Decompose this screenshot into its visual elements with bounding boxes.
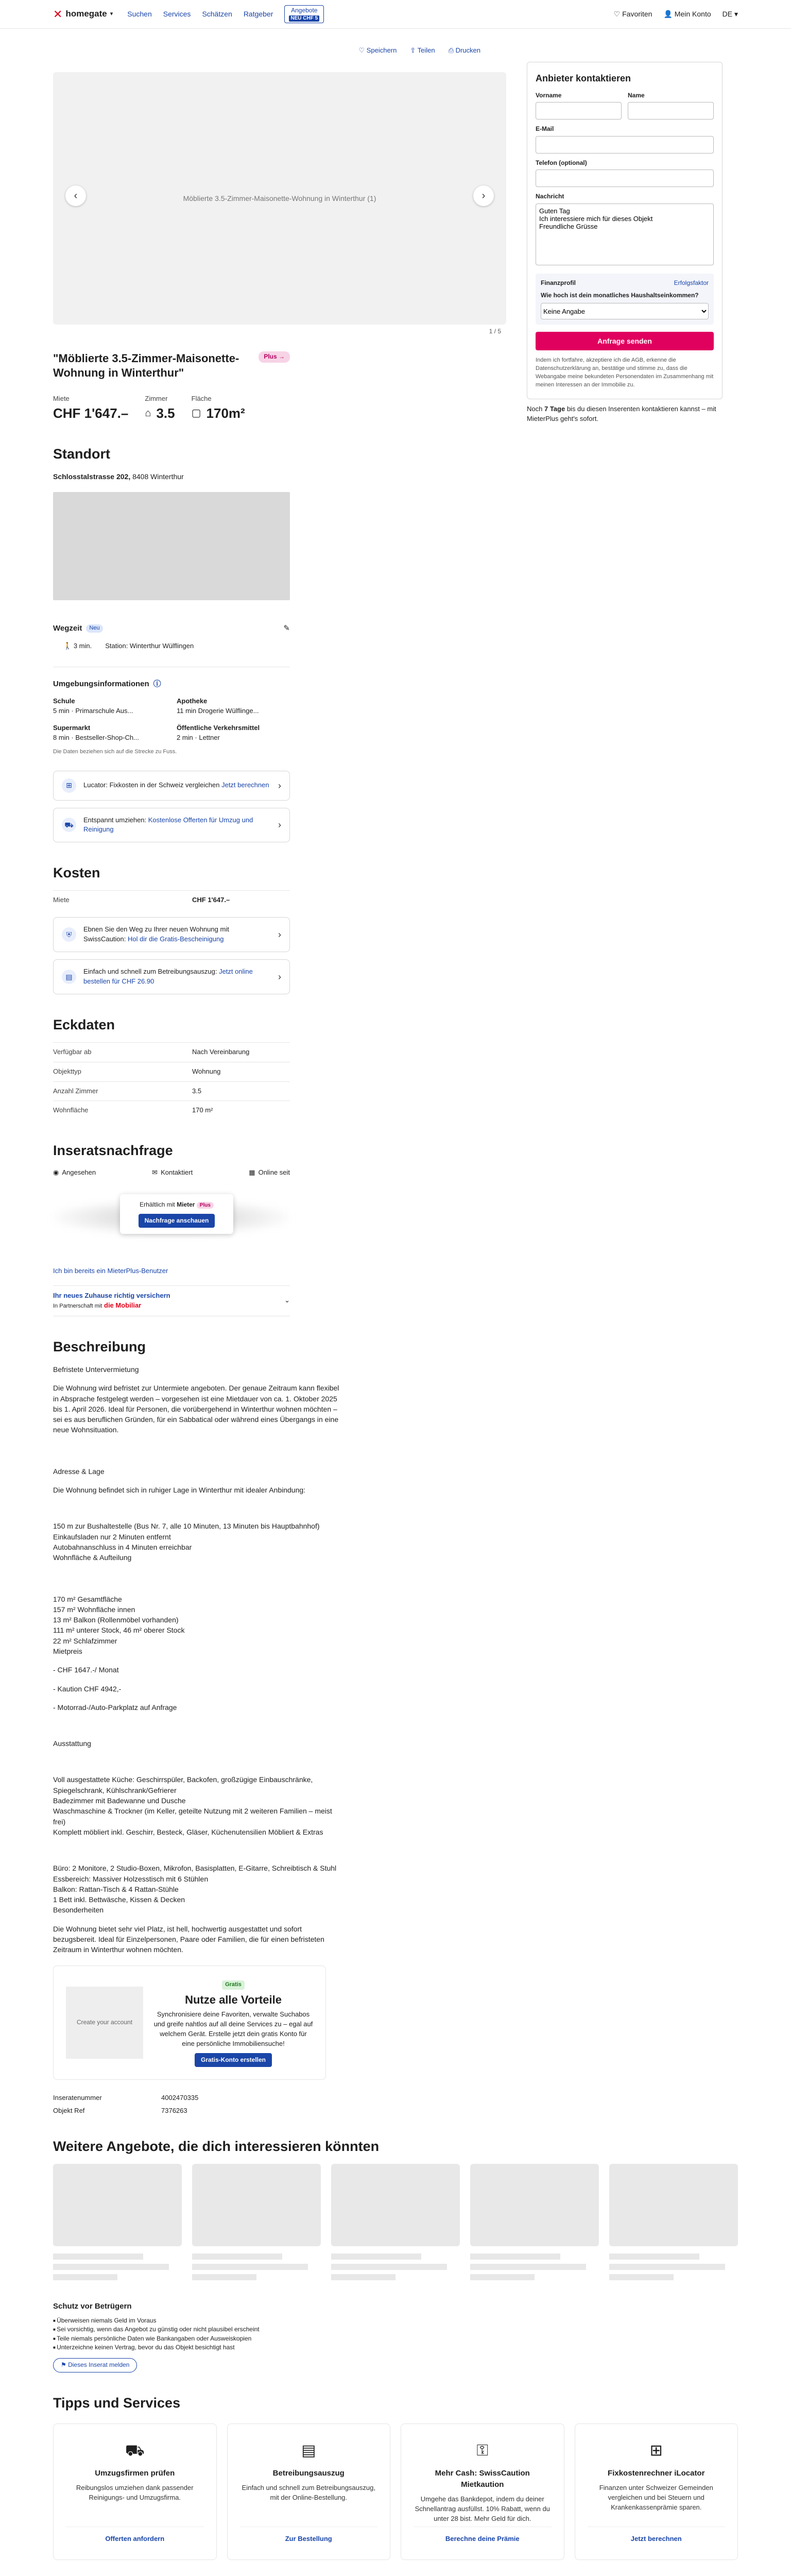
description-paragraph: - Kaution CHF 4942,- — [53, 1684, 122, 1693]
surrounding-item — [53, 697, 177, 716]
rooms-kpi — [145, 394, 175, 423]
costs-heading: Kosten — [53, 865, 100, 881]
address — [53, 471, 506, 482]
listing-title: "Möblierte 3.5-Zimmer-Maisonette-Wohnung in Winterthur" — [53, 352, 239, 379]
detail-key: Anzahl Zimmer — [53, 1081, 192, 1101]
tip-link[interactable]: Jetzt berechnen — [588, 2527, 726, 2544]
demand-tab-label: Angesehen — [62, 1168, 96, 1177]
rooms-icon: ⌂ — [145, 408, 151, 419]
demand-tabs — [53, 1168, 290, 1178]
popup-text: Erhältlich mit — [140, 1201, 175, 1209]
description-paragraph: 170 m² Gesamtfläche 157 m² Wohnfläche innen 13 m² Balkon (Rollenmöbel vorhanden) 111 m² unterer Stock, 46 m² oberer Stock 22 m² Schlafzimmer Mietpreis — [53, 1595, 185, 1655]
chevron-down-icon: ⌄ — [284, 1296, 290, 1304]
account-link[interactable]: 👤 Mein Konto — [663, 10, 711, 19]
rooms-value: 3.5 — [156, 405, 175, 421]
surroundings-grid — [53, 697, 506, 742]
report-label: Dieses Inserat melden — [68, 2361, 130, 2369]
logo-menu-chevron-icon: ▾ — [110, 10, 113, 17]
chevron-right-icon: › — [482, 190, 486, 201]
card-text: Lucator: Fixkosten in der Schweiz vergleichen — [83, 781, 220, 789]
income-question: Wie hoch ist dein monatliches Haushaltseinkommen? — [541, 291, 699, 299]
save-button[interactable]: ♡ Speichern — [358, 46, 397, 54]
account-label: Mein Konto — [674, 10, 711, 19]
offer-placeholder[interactable] — [331, 2164, 460, 2280]
area-value: 170m² — [206, 405, 245, 421]
surroundings-heading — [53, 679, 506, 690]
mieterplus-login-link[interactable]: Ich bin bereits ein MieterPlus-Benutzer — [53, 1267, 168, 1275]
costs-table — [53, 890, 290, 910]
plus-badge[interactable]: Plus → — [259, 351, 290, 363]
promo-image: Create your account — [66, 1987, 143, 2059]
mail-icon: ✉ — [152, 1168, 158, 1177]
email-label: E-Mail — [536, 125, 554, 133]
logo-mark-icon: ✕ — [53, 7, 63, 21]
swisscaution-card[interactable] — [53, 917, 290, 952]
main-content — [53, 72, 506, 2116]
debt-extract-card[interactable] — [53, 959, 290, 994]
save-label: Speichern — [366, 46, 397, 54]
rent-kpi — [53, 394, 128, 423]
details-heading: Eckdaten — [53, 1016, 115, 1032]
tip-title: Fixkostenrechner iLocator — [608, 2469, 705, 2478]
tip-title: Mehr Cash: SwissCaution Mietkaution — [435, 2469, 530, 2489]
card-text: Ebnen Sie den Weg zu Ihrer neuen Wohnung mit SwissCaution: — [83, 925, 229, 943]
surroundings-note: Die Daten beziehen sich auf die Strecke zu Fuss. — [53, 748, 177, 755]
header — [0, 0, 791, 29]
account-promo — [53, 1965, 326, 2080]
location-heading: Standort — [53, 446, 110, 462]
address-street: Schlosstalstrasse 202, — [53, 472, 131, 481]
scam-tip: ■ Sei vorsichtig, wenn das Angebot zu günstig oder nicht plausibel erscheint — [53, 2325, 738, 2334]
view-demand-button[interactable]: Nachfrage anschauen — [139, 1214, 215, 1228]
details-table — [53, 1042, 290, 1120]
mieterplus-popup — [120, 1194, 233, 1234]
send-request-button[interactable]: Anfrage senden — [536, 332, 714, 350]
eye-icon: ◉ — [53, 1168, 59, 1177]
scam-tip: ■ Überweisen niemals Geld im Voraus — [53, 2316, 738, 2325]
surrounding-title: Supermarkt — [53, 724, 91, 732]
finance-profile — [536, 274, 714, 325]
key-icon: ⚿ — [476, 2442, 489, 2459]
last-name-input[interactable] — [628, 102, 714, 120]
scam-tip: ■ Teile niemals persönliche Daten wie Bankangaben oder Ausweiskopien — [53, 2334, 738, 2343]
cost-value: CHF 1'647.– — [192, 890, 290, 910]
nav-suchen[interactable]: Suchen — [127, 10, 152, 19]
demand-heading: Inseratsnachfrage — [53, 1143, 173, 1159]
chevron-right-icon: › — [278, 971, 281, 982]
detail-value: 170 m² — [192, 1100, 290, 1120]
finance-title: Finanzprofil — [541, 279, 576, 287]
travel-time-label: Wegzeit — [53, 623, 82, 633]
document-icon: ▤ — [62, 970, 76, 984]
plus-badge: Plus — [197, 1202, 214, 1209]
surrounding-title: Öffentliche Verkehrsmittel — [177, 724, 260, 732]
create-account-button[interactable]: Gratis-Konto erstellen — [195, 2053, 272, 2067]
gallery-next-button[interactable] — [473, 185, 494, 206]
scam-protection — [53, 2301, 738, 2372]
id-key: Objekt Ref — [53, 2107, 85, 2115]
area-kpi — [192, 394, 245, 423]
premium-badge: NEU CHF 5 — [289, 15, 319, 22]
demand-tab-label: Kontaktiert — [161, 1168, 193, 1177]
contact-sidebar — [527, 62, 723, 424]
description-paragraph: Die Wohnung bietet sehr viel Platz, ist hell, hochwertig ausgestattet und sofort bezugsbereit. Ideal für Einzelpersonen, Paare oder Familien, die für einen befristeten Zeitraum in Winterthur wohnen möchten. — [53, 1924, 324, 1954]
phone-label: Telefon (optional) — [536, 159, 587, 166]
popup-brand: Mieter — [177, 1201, 195, 1209]
logo-text: homegate — [65, 9, 107, 19]
contact-form — [527, 62, 723, 399]
walk-time: 3 min. — [73, 641, 92, 650]
promo-heading: Nutze alle Vorteile — [185, 1993, 282, 2006]
walk-icon: 🚶 3 min. — [63, 641, 92, 650]
surrounding-title: Apotheke — [177, 697, 208, 705]
surrounding-value: 5 min · Primarschule Aus... — [53, 707, 133, 715]
share-button[interactable]: ⇪ Teilen — [410, 46, 435, 54]
card-link[interactable]: Jetzt berechnen — [221, 781, 269, 789]
promo-text: Synchronisiere deine Favoriten, verwalte Suchabos und greife nahtlos auf all deine Services zu – egal auf welchem Gerät. Erstelle jetzt dein gratis Konto für eine persönliche Immobiliensuche! — [153, 2010, 313, 2047]
finance-link[interactable]: Erfolgsfaktor — [674, 279, 709, 287]
calculator-icon: ⊞ — [649, 2442, 663, 2459]
more-offers — [53, 2164, 738, 2280]
demand-locked-panel — [53, 1184, 290, 1261]
tips-grid — [53, 2424, 738, 2560]
tip-card — [575, 2424, 738, 2560]
card-link[interactable]: Jetzt online bestellen für CHF 26.90 — [83, 967, 253, 985]
description-text — [53, 1364, 341, 1955]
contact-heading: Anbieter kontaktieren — [536, 73, 631, 83]
description-paragraph: 150 m zur Bushaltestelle (Bus Nr. 7, alle 10 Minuten, 13 Minuten bis Hauptbahnhof) Einkaufsladen nur 2 Minuten entfernt Autobahnanschluss in 4 Minuten erreichbar Wohnfläche & Aufteilung — [53, 1522, 320, 1562]
travel-time-row — [53, 641, 506, 651]
insurance-text: Ihr neues Zuhause richtig versichern — [53, 1292, 170, 1300]
scam-tip: ■ Unterzeichne keinen Vertrag, bevor du das Objekt besichtigt hast — [53, 2343, 738, 2352]
truck-icon: ⛟ — [125, 2442, 145, 2459]
card-text: Einfach und schnell zum Betreibungsauszug: — [83, 967, 217, 975]
detail-key: Wohnfläche — [53, 1100, 192, 1120]
chevron-right-icon: › — [278, 820, 281, 831]
document-icon: ▤ — [301, 2442, 316, 2459]
address-city: 8408 Winterthur — [132, 472, 184, 481]
income-select[interactable] — [541, 303, 709, 319]
description-paragraph: Ausstattung — [53, 1739, 91, 1748]
contact-hint — [527, 404, 723, 424]
offer-placeholder[interactable] — [53, 2164, 182, 2280]
listing-ids — [53, 2093, 506, 2116]
description-paragraph: - Motorrad-/Auto-Parkplatz auf Anfrage — [53, 1703, 177, 1711]
detail-value: 3.5 — [192, 1081, 290, 1101]
report-listing-button[interactable]: ⚑ Dieses Inserat melden — [53, 2358, 137, 2372]
description-paragraph: - CHF 1647.-/ Monat — [53, 1666, 119, 1674]
gallery-prev-button[interactable] — [65, 185, 86, 206]
demand-contacted — [152, 1168, 193, 1178]
location-map[interactable] — [53, 492, 290, 600]
offer-placeholder[interactable] — [470, 2164, 599, 2280]
description-paragraph: Die Wohnung befindet sich in ruhiger Lage in Winterthur mit idealer Anbindung: — [53, 1486, 306, 1495]
surrounding-item — [177, 723, 300, 743]
rent-value: CHF 1'647.– — [53, 405, 129, 421]
surrounding-item — [53, 723, 177, 743]
listing-title-row — [53, 351, 290, 380]
legal-text: Indem ich fortfahre, akzeptiere ich die AGB, erkenne die Datenschutzerklärung an, bestätige und stimme zu, dass die Webangabe meine bekundeten Personendaten im Zusammenhang mit meinen Interessen an der Immobilie zu. — [536, 357, 714, 388]
chevron-left-icon: ‹ — [74, 190, 78, 201]
rooms-label: Zimmer — [145, 395, 168, 402]
tips-heading: Tipps und Services — [53, 2395, 181, 2411]
hint-days: 7 Tage — [544, 405, 565, 413]
first-name-label: Vorname — [536, 92, 562, 99]
hint-pre: Noch — [527, 405, 543, 413]
premium-offers-button[interactable] — [284, 5, 324, 23]
card-link[interactable]: Hol dir die Gratis-Bescheinigung — [128, 935, 224, 943]
description-heading: Beschreibung — [53, 1338, 146, 1354]
detail-value: Wohnung — [192, 1062, 290, 1081]
cost-key: Miete — [53, 890, 192, 910]
surrounding-value: 11 min Drogerie Wülflinge... — [177, 707, 259, 715]
id-key: Inseratenummer — [53, 2094, 102, 2102]
calculator-icon: ⊞ — [62, 778, 76, 793]
print-button[interactable]: ⎙ Drucken — [448, 46, 480, 54]
scam-heading: Schutz vor Betrügern — [53, 2302, 132, 2311]
gallery-image-alt: Möblierte 3.5-Zimmer-Maisonette-Wohnung in Winterthur (1) — [183, 194, 376, 202]
description-paragraph: Voll ausgestattete Küche: Geschirrspüler, Backofen, großzügige Einbauschränke, Spiegelschrank, Kühlschrank/Gefrierer Badezimmer mit Badewanne und Dusche Waschmaschine & Trockner (im Keller, geteilte Nutzung mit 2 weiteren Familien – meist frei) Komplett möbliert inkl. Geschirr, Besteck, Gläser, Küchenutensilien Möbliert & Extras — [53, 1775, 332, 1836]
premium-label: Angebote — [291, 7, 318, 14]
surrounding-title: Schule — [53, 697, 75, 705]
more-offers-heading: Weitere Angebote, die dich interessieren könnten — [53, 2138, 380, 2154]
main-nav — [127, 5, 324, 23]
favorites-link[interactable]: ♡ Favoriten — [613, 10, 652, 19]
station-name: Station: Winterthur Wülflingen — [105, 641, 194, 650]
travel-time-header — [53, 623, 290, 634]
hint-post: bis du diesen Inserenten kontaktieren kannst – mit MieterPlus geht's sofort. — [527, 405, 716, 423]
email-input[interactable] — [536, 136, 714, 154]
key-figures — [53, 394, 506, 423]
description-paragraph: Büro: 2 Monitore, 2 Studio-Boxen, Mikrofon, Basisplatten, E-Gitarre, Schreibtisch & Stuhl Essbereich: Massiver Holzesstisch mit 6 Stühlen Balkon: Rattan-Tisch & 4 Rattan-Stühle 1 Bett inkl. Bettwäsche, Kissen & Decken Besonderheiten — [53, 1864, 337, 1914]
surrounding-value: 8 min · Bestseller-Shop-Ch... — [53, 733, 139, 741]
truck-icon: ⛟ — [62, 818, 76, 832]
new-badge: Neu — [86, 624, 102, 633]
tip-link[interactable]: Zur Bestellung — [240, 2527, 378, 2544]
insurance-banner[interactable] — [53, 1285, 290, 1316]
card-link[interactable]: Kostenlose Offerten für Umzug und Reinigung — [83, 816, 253, 834]
tip-text: Finanzen unter Schweizer Gemeinden vergleichen und bei Steuern und Krankenkassenprämie sparen. — [599, 2484, 713, 2511]
message-textarea[interactable] — [536, 204, 714, 265]
info-icon[interactable]: ⓘ — [153, 679, 161, 688]
rent-label: Miete — [53, 395, 70, 402]
header-actions — [614, 9, 738, 19]
insurance-sub: In Partnerschaft mit — [53, 1302, 102, 1309]
detail-key: Objekttyp — [53, 1062, 192, 1081]
tip-text: Einfach und schnell zum Betreibungsauszug, mit der Online-Bestellung. — [242, 2484, 375, 2501]
tip-title: Umzugsfirmen prüfen — [95, 2469, 175, 2478]
last-name-label: Name — [628, 92, 645, 99]
tip-card — [401, 2424, 564, 2560]
tip-card — [227, 2424, 391, 2560]
moving-card[interactable] — [53, 808, 290, 843]
area-label: Fläche — [191, 395, 212, 402]
offer-placeholder[interactable] — [609, 2164, 738, 2280]
detail-key: Verfügbar ab — [53, 1042, 192, 1062]
free-badge: Gratis — [222, 1980, 245, 1990]
offer-placeholder[interactable] — [192, 2164, 321, 2280]
edit-icon[interactable]: ✎ — [283, 623, 290, 633]
surroundings-title: Umgebungsinformationen — [53, 679, 149, 688]
tip-title: Betreibungsauszug — [272, 2469, 345, 2478]
photo-gallery[interactable] — [53, 72, 506, 335]
listing-number: 4002470335 — [161, 2094, 199, 2102]
tip-text: Reibungslos umziehen dank passender Reinigungs- und Umzugsfirma. — [76, 2484, 194, 2501]
description-paragraph: Adresse & Lage — [53, 1467, 105, 1476]
print-label: Drucken — [455, 46, 480, 54]
description-paragraph: Befristete Untervermietung — [53, 1365, 139, 1374]
mobiliar-logo: die Mobiliar — [104, 1301, 142, 1309]
area-icon: ▢ — [191, 408, 201, 419]
demand-viewed — [53, 1168, 96, 1178]
phone-input[interactable] — [536, 170, 714, 187]
language-label: DE — [722, 10, 733, 19]
detail-value: Nach Vereinbarung — [192, 1042, 290, 1062]
object-ref: 7376263 — [161, 2107, 187, 2115]
tip-link[interactable]: Offerten anfordern — [66, 2527, 204, 2544]
tip-card — [53, 2424, 217, 2560]
surrounding-value: 2 min · Lettner — [177, 733, 220, 741]
gallery-counter: 1 / 5 — [489, 327, 501, 335]
tip-link[interactable]: Berechne deine Prämie — [414, 2527, 552, 2544]
calendar-icon: ▦ — [249, 1168, 255, 1177]
language-select[interactable]: DE ▾ — [722, 10, 738, 19]
surrounding-item — [177, 697, 300, 716]
nav-ratgeber[interactable]: Ratgeber — [243, 10, 273, 19]
chevron-right-icon: › — [278, 780, 281, 791]
first-name-input[interactable] — [536, 102, 622, 120]
message-label: Nachricht — [536, 193, 564, 200]
demand-tab-label: Online seit — [258, 1168, 290, 1177]
favorites-label: Favoriten — [622, 10, 652, 19]
chevron-right-icon: › — [278, 929, 281, 940]
homegate-logo[interactable] — [53, 6, 113, 23]
shield-icon: ⛨ — [62, 927, 76, 942]
nav-services[interactable]: Services — [163, 10, 191, 19]
nav-schaetzen[interactable]: Schätzen — [202, 10, 232, 19]
share-label: Teilen — [417, 46, 435, 54]
tip-text: Umgehe das Bankdepot, indem du deiner Schnellantrag ausfüllst. 10% Rabatt, wenn du unter 28 bist. Mehr Geld für dich. — [415, 2495, 550, 2522]
card-text: Entspannt umziehen: — [83, 816, 147, 824]
description-paragraph: Die Wohnung wird befristet zur Untermiete angeboten. Der genaue Zeitraum kann flexibel in Absprache festgelegt werden – vorgesehen ist eine Mietdauer von ca. 1. Oktober 2025 bis 1. April 2026. Ideal für Personen, die vorübergehend in Winterthur wohnen möchten – sei es aus beruflichen Gründen, für ein Sabbatical oder während eines Übergangs in eine neue Wohnsituation. — [53, 1384, 339, 1434]
demand-online — [249, 1168, 290, 1178]
lucator-card[interactable] — [53, 771, 290, 801]
